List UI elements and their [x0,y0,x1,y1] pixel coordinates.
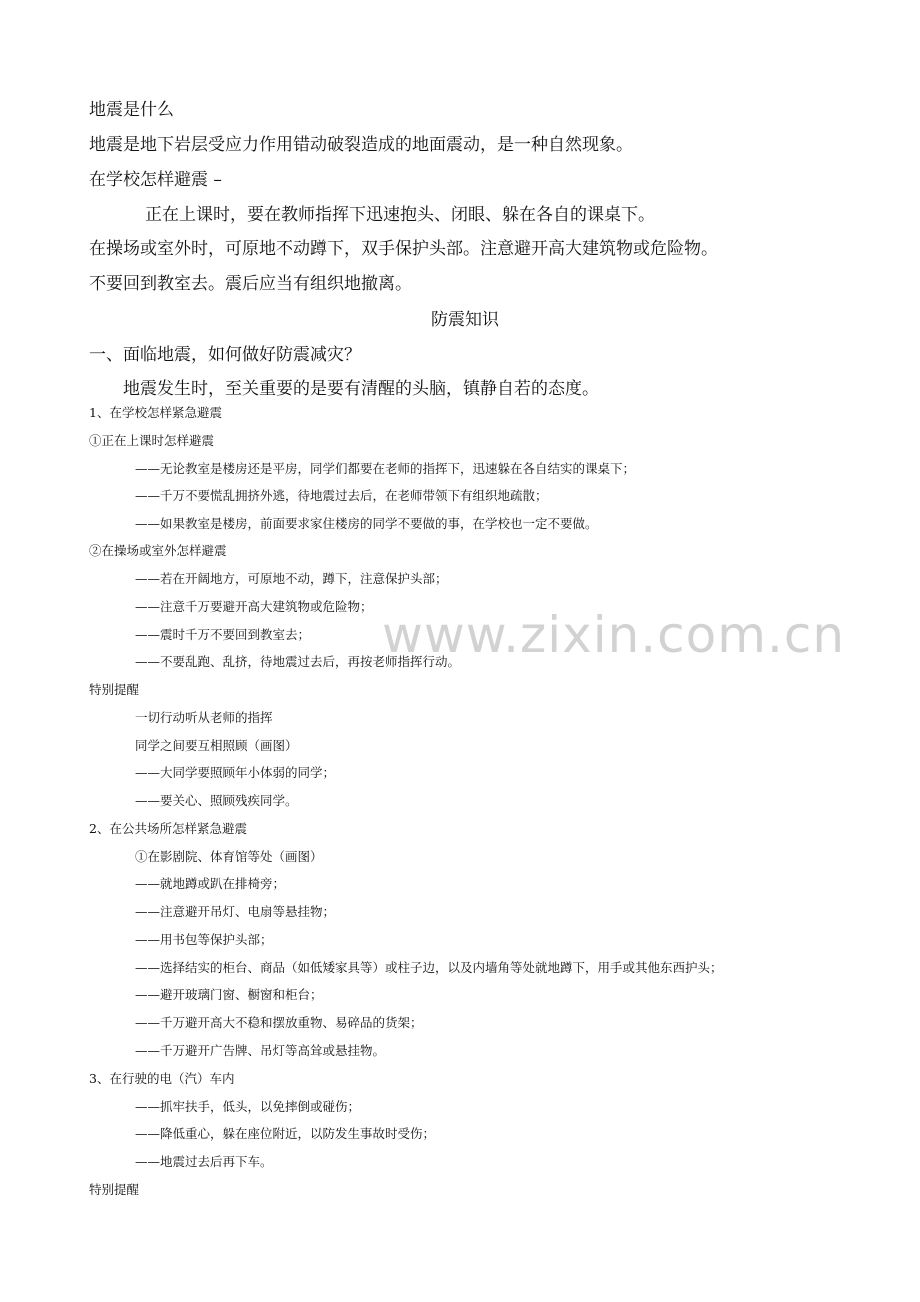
list-item: ——千万避开广告牌、吊灯等高耸或悬挂物。 [135,1043,386,1058]
list-item: 特别提醒 [89,682,140,697]
list-item: ——选择结实的柜台、商品（如低矮家具等）或柱子边，以及内墙角等处就地蹲下，用手或其他东西护头； [135,960,723,975]
watermark: www.zixin.com.cn [382,606,846,664]
intro-definition: 地震是地下岩层受应力作用错动破裂造成的地面震动，是一种自然现象。 [89,135,633,155]
list-item: 2、在公共场所怎样紧急避震 [89,821,247,836]
list-item: ——降低重心，躲在座位附近，以防发生事故时受伤； [135,1126,436,1141]
list-item: ②在操场或室外怎样避震 [89,543,227,558]
list-item: 特别提醒 [89,1182,140,1197]
list-item: ——如果教室是楼房，前面要求家住楼房的同学不要做的事，在学校也一定不要做。 [135,516,598,531]
list-item: ——地震过去后再下车。 [135,1154,273,1169]
school-heading: 在学校怎样避震 – [89,170,222,190]
list-item: ——用书包等保护头部； [135,932,273,947]
list-item: 同学之间要互相照顾（画图） [135,738,298,753]
main-title: 防震知识 [431,310,499,330]
list-item: ——避开玻璃门窗、橱窗和柜台； [135,987,323,1002]
list-item: ——不要乱跑、乱挤，待地震过去后，再按老师指挥行动。 [135,654,461,669]
intro-title: 地震是什么 [89,100,174,120]
list-item: ①在影剧院、体育馆等处（画图） [135,849,323,864]
question-1: 一、面临地震，如何做好防震减灾？ [89,345,361,365]
question-1-answer: 地震发生时，至关重要的是要有清醒的头脑，镇静自若的态度。 [123,379,599,399]
list-item: ——若在开阔地方，可原地不动，蹲下，注意保护头部； [135,571,448,586]
list-item: ——抓牢扶手，低头，以免摔倒或碰伤； [135,1099,361,1114]
intro-paragraph-3: 不要回到教室去。震后应当有组织地撤离。 [89,274,412,294]
intro-paragraph-2: 在操场或室外时，可原地不动蹲下，双手保护头部。注意避开高大建筑物或危险物。 [89,239,718,259]
list-item: 3、在行驶的电（汽）车内 [89,1071,235,1086]
intro-paragraph-1: 正在上课时，要在教师指挥下迅速抱头、闭眼、躲在各自的课桌下。 [145,205,655,225]
list-item: ——千万避开高大不稳和摆放重物、易碎品的货架； [135,1015,423,1030]
list-item: 一切行动听从老师的指挥 [135,710,273,725]
list-item: ——就地蹲或趴在排椅旁； [135,876,286,891]
list-item: ——要关心、照顾残疾同学。 [135,793,298,808]
list-item: ——注意千万要避开高大建筑物或危险物； [135,599,373,614]
list-item: ——大同学要照顾年小体弱的同学； [135,765,336,780]
list-item: ①正在上课时怎样避震 [89,433,215,448]
list-item: ——千万不要慌乱拥挤外逃，待地震过去后，在老师带领下有组织地疏散； [135,488,548,503]
list-item: ——注意避开吊灯、电扇等悬挂物； [135,904,336,919]
list-item: ——震时千万不要回到教室去； [135,627,311,642]
list-item: 1、在学校怎样紧急避震 [89,405,222,420]
list-item: ——无论教室是楼房还是平房，同学们都要在老师的指挥下，迅速躲在各自结实的课桌下； [135,461,636,476]
